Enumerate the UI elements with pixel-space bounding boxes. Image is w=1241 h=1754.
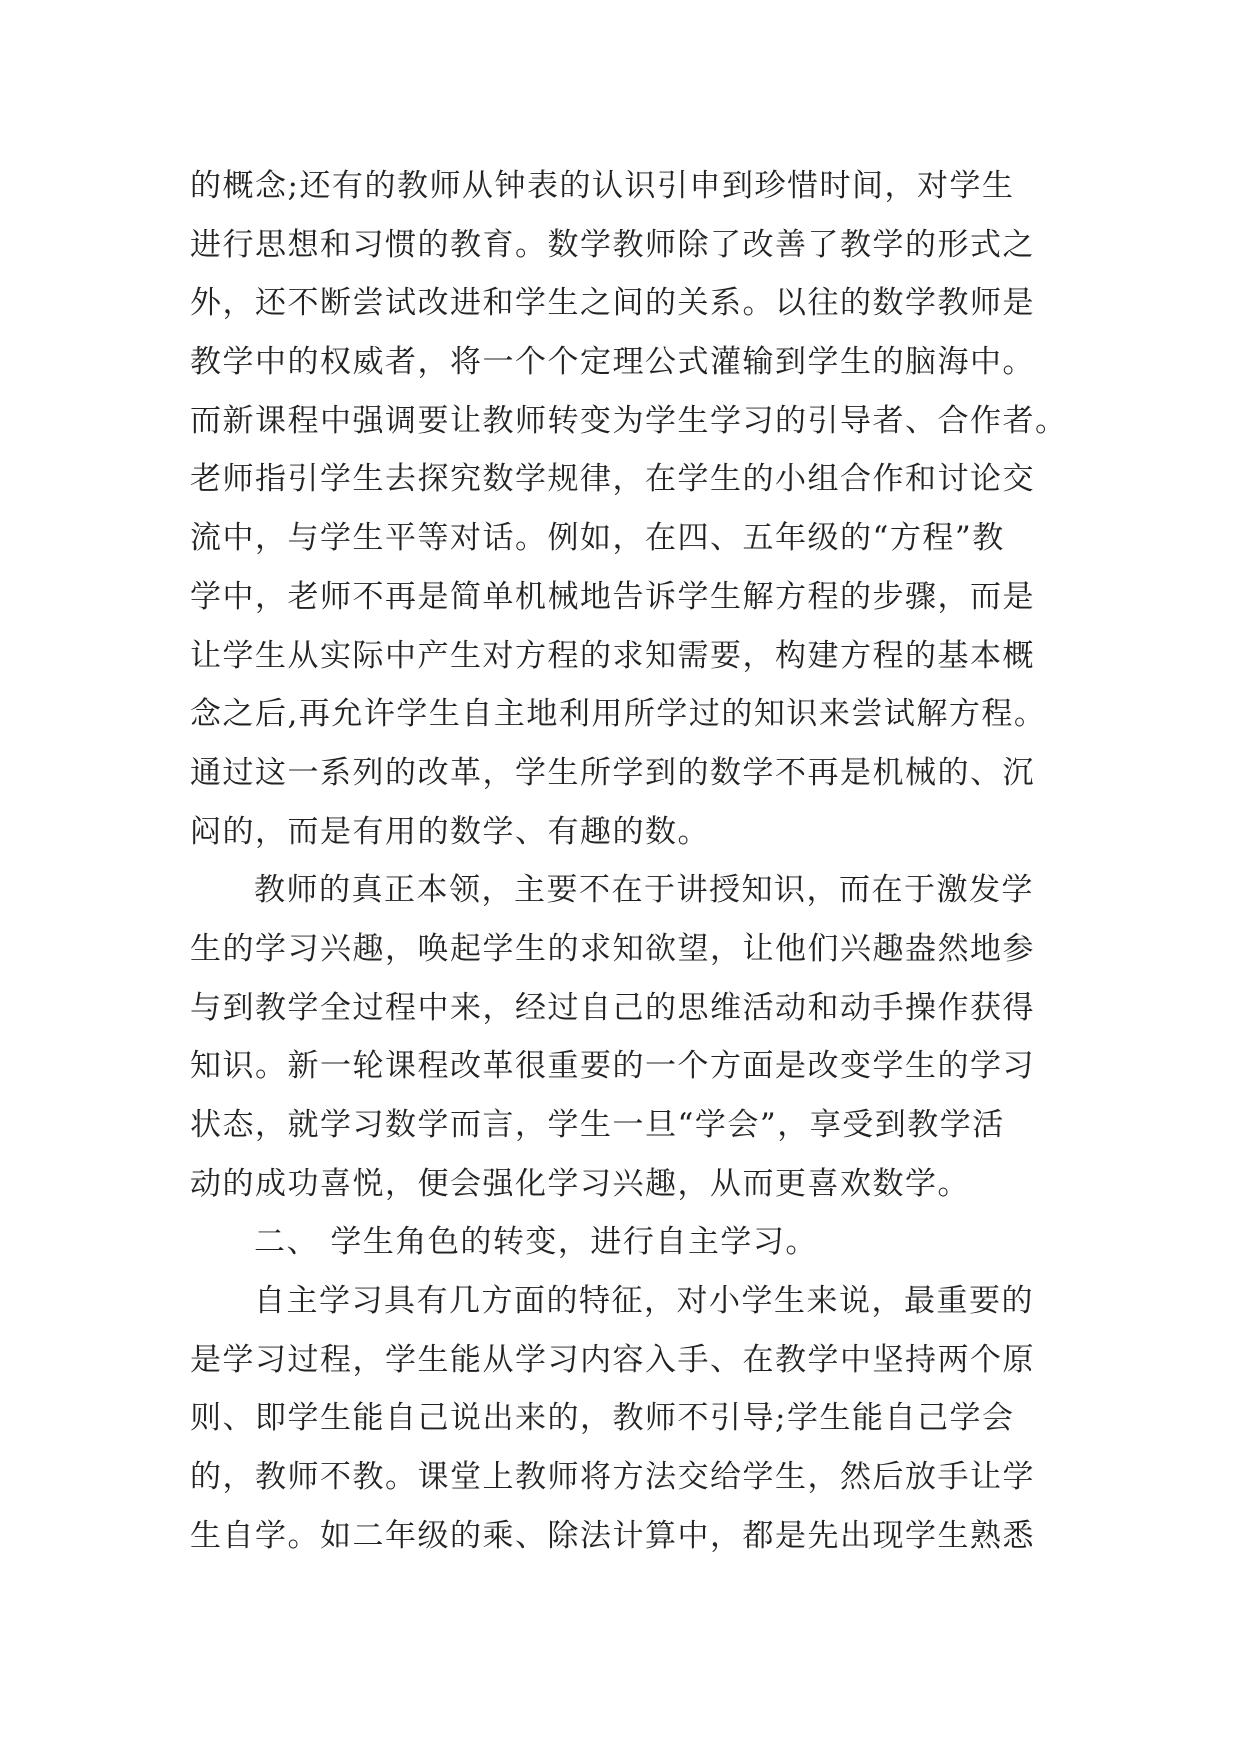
- text-line: 老师指引学生去探究数学规律，在学生的小组合作和讨论交: [190, 461, 1035, 498]
- text-line: 闷的，而是有用的数学、有趣的数。: [190, 813, 710, 850]
- text-line: 让学生从实际中产生对方程的求知需要，构建方程的基本概: [190, 637, 1035, 674]
- paragraph: [190, 861, 1070, 1213]
- text-line: 生自学。如二年级的乘、除法计算中，都是先出现学生熟悉: [190, 1517, 1035, 1554]
- text-line: 自主学习具有几方面的特征，对小学生来说，最重要的: [254, 1283, 1034, 1320]
- text-line: 教学中的权威者，将一个个定理公式灌输到学生的脑海中。: [190, 344, 1035, 381]
- text-line: 的概念;还有的教师从钟表的认识引申到珍惜时间，对学生: [190, 168, 1015, 204]
- text-line: 念之后,再允许学生自主地利用所学过的知识来尝试解方程。: [190, 696, 1047, 733]
- text-line: 二、 学生角色的转变，进行自主学习。: [254, 1224, 818, 1261]
- text-line: 的，教师不教。课堂上教师将方法交给学生，然后放手让学: [190, 1459, 1035, 1496]
- text-line: 动的成功喜悦，便会强化学习兴趣，从而更喜欢数学。: [190, 1165, 970, 1202]
- text-line: 外，还不断尝试改进和学生之间的关系。以往的数学教师是: [190, 285, 1035, 322]
- body-text: [190, 157, 1070, 1566]
- paragraph: [190, 1272, 1070, 1565]
- text-line: 则、即学生能自己说出来的，教师不引导;学生能自己学会: [190, 1400, 1015, 1437]
- paragraph: [190, 1213, 1070, 1272]
- text-line: 知识。新一轮课程改革很重要的一个方面是改变学生的学习: [190, 1048, 1035, 1085]
- text-line: 进行思想和习惯的教育。数学教师除了改善了教学的形式之: [190, 226, 1035, 263]
- text-line: 状态，就学习数学而言，学生一旦“学会”，享受到教学活: [190, 1107, 1005, 1143]
- text-line: 学中，老师不再是简单机械地告诉学生解方程的步骤，而是: [190, 578, 1035, 615]
- paragraph: [190, 157, 1070, 861]
- text-line: 生的学习兴趣，唤起学生的求知欲望，让他们兴趣盎然地参: [190, 930, 1035, 967]
- text-line: 是学习过程，学生能从学习内容入手、在教学中坚持两个原: [190, 1341, 1035, 1378]
- text-line: 通过这一系列的改革，学生所学到的数学不再是机械的、沉: [190, 754, 1035, 791]
- text-line: 而新课程中强调要让教师转变为学生学习的引导者、合作者。: [190, 402, 1068, 439]
- text-line: 流中，与学生平等对话。例如，在四、五年级的“方程”教: [190, 520, 1005, 557]
- text-line: 教师的真正本领，主要不在于讲授知识，而在于激发学: [254, 872, 1034, 909]
- text-line: 与到教学全过程中来，经过自己的思维活动和动手操作获得: [190, 989, 1035, 1026]
